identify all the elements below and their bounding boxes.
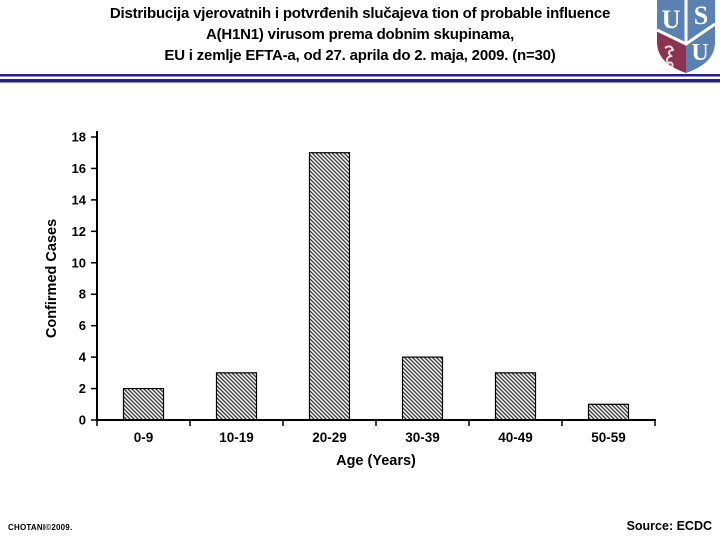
x-category-label: 0-9 bbox=[133, 430, 154, 445]
x-category-label: 50-59 bbox=[591, 430, 626, 445]
bar-50-59 bbox=[589, 404, 629, 420]
logo-letter-s: S bbox=[693, 1, 709, 30]
y-tick-label: 16 bbox=[71, 160, 86, 176]
bar-0-9 bbox=[124, 389, 164, 420]
y-axis-title: Confirmed Cases bbox=[44, 218, 60, 339]
title-line-3: EU i zemlje EFTA-a, od 27. aprila do 2. maja, 2009. (n=30) bbox=[164, 47, 556, 64]
y-tick-label: 4 bbox=[78, 349, 86, 365]
source-text: Source: ECDC bbox=[626, 519, 712, 533]
x-category-label: 40-49 bbox=[498, 430, 533, 445]
university-shield-logo bbox=[655, 0, 717, 74]
bar-30-39 bbox=[403, 357, 443, 420]
y-tick-label: 0 bbox=[78, 412, 86, 428]
y-tick-label: 10 bbox=[71, 255, 86, 271]
bar-40-49 bbox=[496, 373, 536, 420]
y-tick-label: 14 bbox=[71, 192, 86, 208]
logo-letter-u1: U bbox=[661, 5, 681, 34]
bar-chart bbox=[0, 93, 720, 493]
x-category-label: 10-19 bbox=[219, 430, 254, 445]
y-tick-label: 2 bbox=[78, 381, 86, 397]
copyright-text: CHOTANI©2009. bbox=[8, 523, 73, 532]
y-tick-label: 6 bbox=[78, 318, 86, 334]
bar-20-29 bbox=[310, 153, 350, 420]
x-category-label: 30-39 bbox=[405, 430, 440, 445]
header-divider bbox=[0, 74, 720, 83]
logo-letter-u2: U bbox=[691, 40, 709, 66]
x-axis-title: Age (Years) bbox=[336, 453, 416, 469]
divider-line-bottom-accent bbox=[0, 82, 720, 83]
bar-10-19 bbox=[217, 373, 257, 420]
x-category-label: 20-29 bbox=[312, 430, 347, 445]
y-tick-label: 12 bbox=[71, 223, 86, 239]
chart-area bbox=[0, 93, 720, 493]
title-line-1: Distribucija vjerovatnih i potvrđenih slučajeva tion of probable influence bbox=[109, 5, 611, 22]
y-tick-label: 18 bbox=[71, 129, 86, 145]
slide-title bbox=[0, 3, 720, 66]
title-line-2: A(H1N1) virusom prema dobnim skupinama, bbox=[205, 26, 515, 43]
y-tick-label: 8 bbox=[78, 286, 86, 302]
